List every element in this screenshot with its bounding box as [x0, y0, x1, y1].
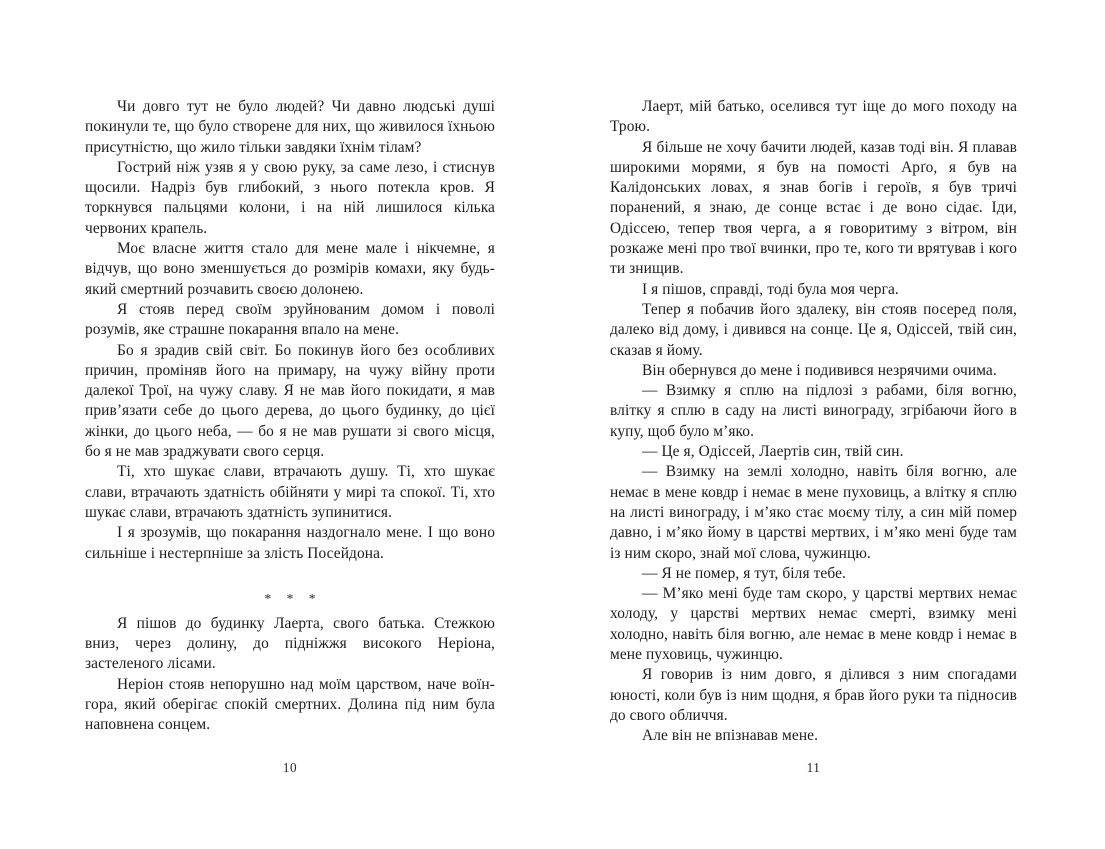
right-page: [610, 97, 1017, 747]
page-number-right: 11: [806, 760, 821, 775]
paragraph: Чи довго тут не було людей? Чи давно людські душі покинули те, що було створене для них, що живилося їхньою присутністю, що жило тільки завдяки їхнім тілам?: [85, 98, 495, 156]
paragraph: — Це я, Одіссей, Лаертів син, твій син.: [642, 443, 904, 461]
paragraph: — Взимку я сплю на підлозі з рабами, біля вогню, влітку я сплю в саду на листі винограду, згрібаючи його в купу, щоб було м’яко.: [610, 382, 1017, 440]
paragraph: Я стояв перед своїм зруйнованим домом і поволі розумів, яке страшне покарання впало на мене.: [85, 300, 495, 339]
page-number-left: 10: [282, 760, 298, 775]
paragraph: І я зрозумів, що покарання наздогнало мене. І що воно сильніше і нестерпніше за злість Посейдона.: [85, 524, 495, 562]
paragraph: І я пішов, справді, тоді була моя черга.: [642, 280, 899, 298]
paragraph: Бо я зрадив свій світ. Бо покинув його без особливих причин, проміняв його на примару, на чужу війну проти далекої Трої, на чужу славу. Я не мав його покидати, я мав прив’язати себе до цього дерева, до цього будинку, до цієї жінки, до цього неба, — бо я не мав рушати зі свого місця, бо я не мав зраджувати свого серця.: [85, 341, 495, 461]
paragraph: Гострий ніж узяв я у свою руку, за саме лезо, і стиснув щосили. Надріз був глибокий, з нього потекла кров. Я торкнувся пальцями колони, і на ній лишилося кілька червоних крапель.: [85, 158, 495, 237]
paragraph: Я говорив із ним довго, я ділився з ним спогадами юності, коли був із ним щодня, я брав його руки та підносив до свого обличчя.: [610, 666, 1017, 724]
paragraph: Але він не впізнавав мене.: [642, 727, 819, 745]
paragraph: Ті, хто шукає слави, втрачають душу. Ті, хто шукає слави, втрачають здатність обійняти у мирі та спокої. Ті, хто шукає слави, втрачають здатність зупинитися.: [85, 463, 495, 521]
paragraph: — Я не помер, я тут, біля тебе.: [642, 564, 846, 582]
paragraph: Я пішов до будинку Лаерта, свого батька. Стежкою вниз, через долину, до підніжжя високого Неріона, застеленого лісами.: [85, 614, 495, 673]
paragraph: Тепер я побачив його здалеку, він стояв посеред поля, далеко від дому, і дивився на сонце. Це я, Одіссей, твій син, сказав я йому.: [610, 300, 1017, 359]
paragraph: Я більше не хочу бачити людей, казав тоді він. Я плавав широкими морями, я був на помості Арґо, я був на Калідонських ловах, я знав богів і героїв, я був тричі поранений, я знаю, де сонце встає і де воно сідає. Іди, Одіссею, тепер твоя черга, а я говоритиму з вітром, він розкаже мені про твої вчинки, про те, кого ти врятував і кого ти знищив.: [610, 138, 1017, 278]
left-page: [85, 97, 495, 736]
section-break-marker: * * *: [264, 590, 322, 606]
paragraph: — М’яко мені буде там скоро, у царстві мертвих немає холоду, у царстві мертвих немає смерті, взимку мені холодно, навіть біля вогню, але немає в мене ковдр і немає в мене пуховиць, чужинцю.: [610, 585, 1017, 664]
paragraph: Він обернувся до мене і подивився незрячими очима.: [642, 361, 997, 379]
paragraph: — Взимку на землі холодно, навіть біля вогню, але немає в мене ковдр і немає в мене пуховиць, а влітку я сплю на листі винограду, і м’яко стає моєму тілу, а син мій помер давно, і м’яко йому в царстві мертвих, і м’яко мені буде там із ним скоро, знай мої слова, чужинцю.: [610, 463, 1017, 562]
paragraph: Неріон стояв непорушно над моїм царством, наче воїн-гора, який оберігає спокій смертних. Долина під ним була наповнена сонцем.: [85, 675, 495, 734]
paragraph: Лаерт, мій батько, оселився тут іще до мого походу на Трою.: [610, 98, 1017, 136]
paragraph: Моє власне життя стало для мене мале і нікчемне, я відчув, що воно зменшується до розмірів комахи, яку будь-який смертний розчавить своєю долонею.: [85, 240, 495, 298]
